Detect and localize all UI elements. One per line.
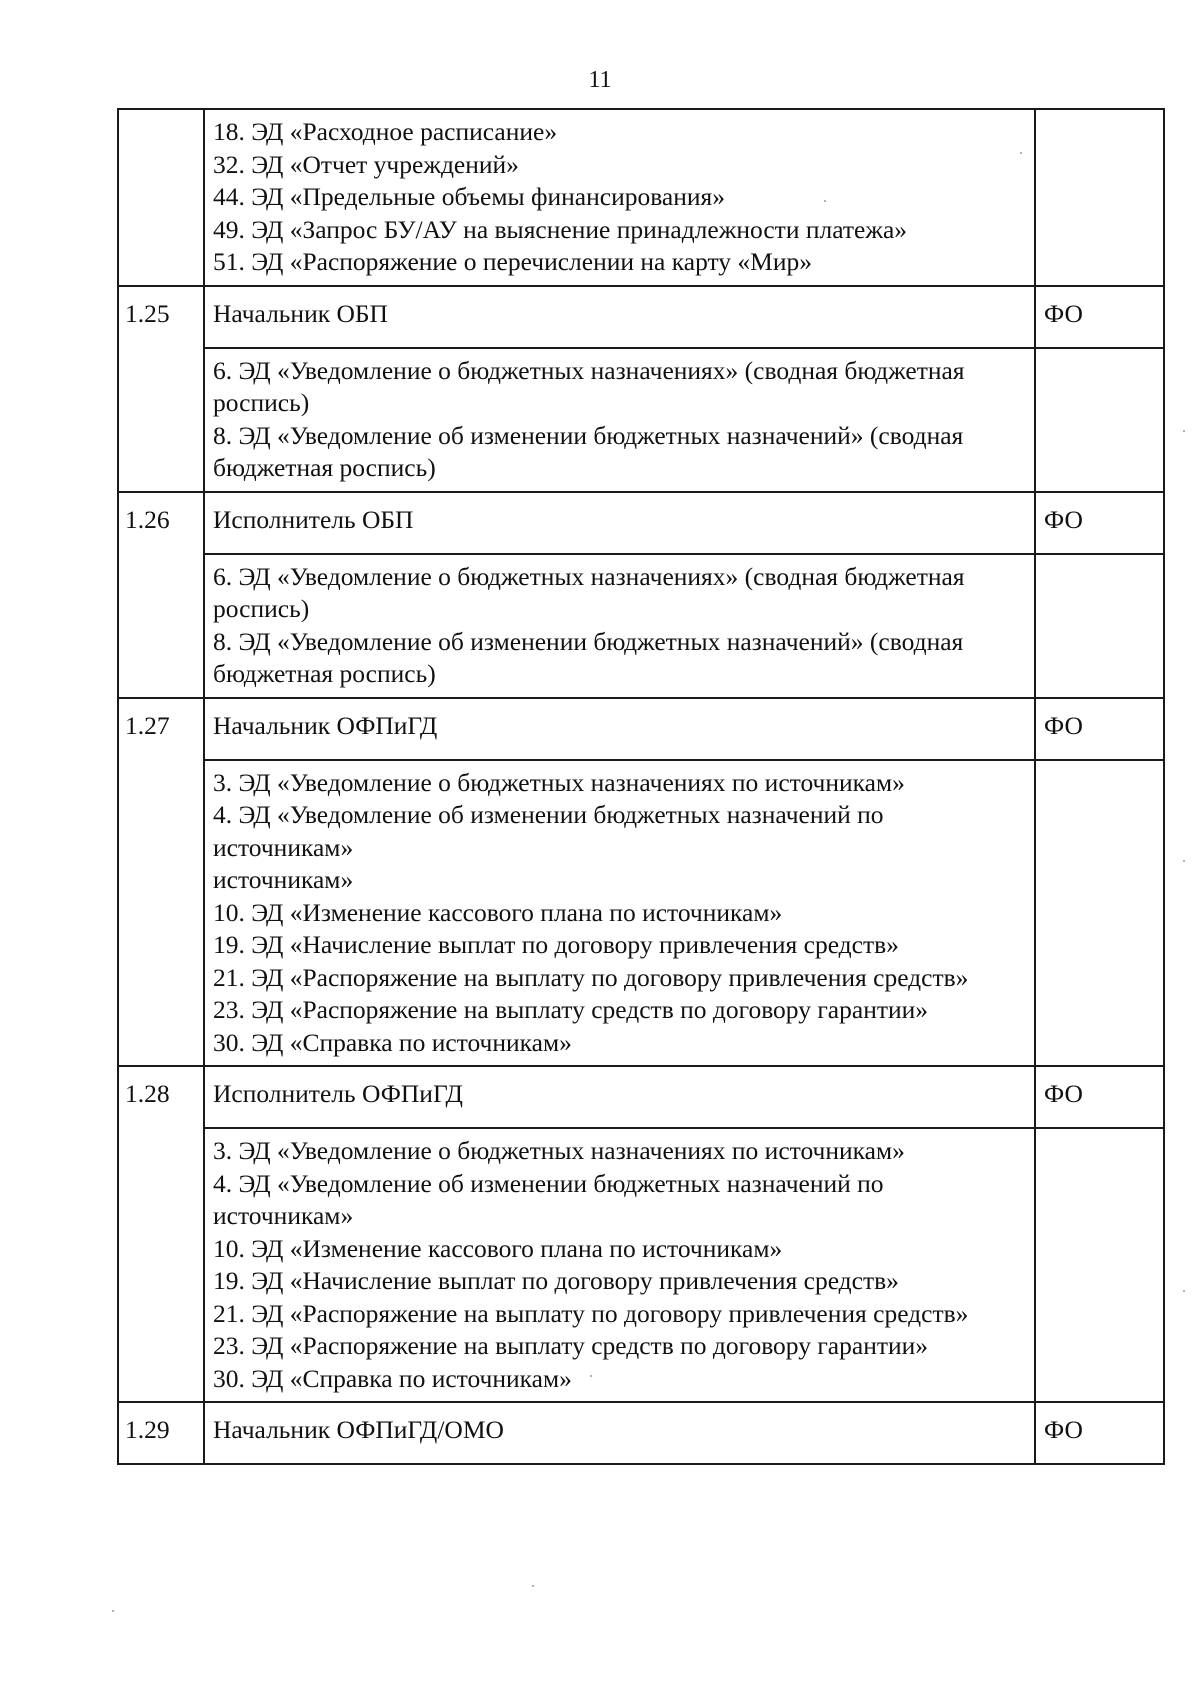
document-list-cell (204, 554, 1035, 698)
code-cell: ФО (1035, 698, 1164, 760)
document-list-cell (204, 348, 1035, 492)
code-cell: ФО (1035, 492, 1164, 554)
document-line: 3. ЭД «Уведомление о бюджетных назначениях по источникам» (213, 1136, 905, 1165)
roles-documents-table (117, 108, 1165, 1465)
document-line: 8. ЭД «Уведомление об изменении бюджетных назначений» (сводная бюджетная роспись) (213, 420, 970, 482)
document-list-cell (204, 109, 1035, 286)
document-list-cell (204, 760, 1035, 1067)
document-line: источникам» (213, 865, 354, 894)
code-cell (1035, 1128, 1164, 1402)
document-line: 6. ЭД «Уведомление о бюджетных назначениях» (сводная бюджетная роспись) (213, 355, 971, 417)
document-line: 51. ЭД «Распоряжение о перечислении на карту «Мир» (213, 247, 812, 276)
code-cell (1035, 348, 1164, 492)
role-title-cell: Начальник ОФПиГД/ОМО (204, 1402, 1035, 1464)
document-line: 19. ЭД «Начисление выплат по договору привлечения средств» (213, 930, 899, 959)
code-cell: ФО (1035, 1066, 1164, 1128)
code-cell (1035, 109, 1164, 286)
code-cell (1035, 554, 1164, 698)
code-cell: ФО (1035, 286, 1164, 348)
row-number-cell: 1.27 (118, 698, 204, 760)
row-number-cell (118, 109, 204, 286)
document-line: 23. ЭД «Распоряжение на выплату средств по договору гарантии» (213, 1331, 929, 1360)
role-title-cell: Исполнитель ОБП (204, 492, 1035, 554)
document-line: 19. ЭД «Начисление выплат по договору привлечения средств» (213, 1266, 899, 1295)
table-body (118, 109, 1164, 1464)
continued-row (118, 109, 1164, 286)
role-row (118, 1402, 1164, 1464)
document-line: 6. ЭД «Уведомление о бюджетных назначениях» (сводная бюджетная роспись) (213, 561, 971, 623)
row-number-cell (118, 348, 204, 492)
code-cell: ФО (1035, 1402, 1164, 1464)
document-line: 18. ЭД «Расходное расписание» (213, 117, 558, 146)
document-line: 21. ЭД «Распоряжение на выплату по договору привлечения средств» (213, 1298, 969, 1328)
row-number-cell: 1.28 (118, 1066, 204, 1128)
role-title-cell: Начальник ОБП (204, 286, 1035, 348)
row-number-cell (118, 760, 204, 1067)
document-line: 10. ЭД «Изменение кассового плана по источникам» (213, 897, 783, 927)
document-row (118, 760, 1164, 1067)
role-title-cell: Исполнитель ОФПиГД (204, 1066, 1035, 1128)
document-line: 49. ЭД «Запрос БУ/АУ на выяснение принадлежности платежа» (213, 214, 908, 244)
code-cell (1035, 760, 1164, 1067)
row-number-cell: 1.25 (118, 286, 204, 348)
role-row (118, 698, 1164, 760)
document-line: 4. ЭД «Уведомление об изменении бюджетных назначений по источникам» (213, 800, 890, 862)
row-number-cell (118, 1128, 204, 1402)
document-line: 23. ЭД «Распоряжение на выплату средств по договору гарантии» (213, 995, 929, 1024)
document-list-cell (204, 1128, 1035, 1402)
document-line: 10. ЭД «Изменение кассового плана по источникам» (213, 1233, 783, 1263)
document-line: 30. ЭД «Справка по источникам» (213, 1027, 572, 1057)
document-line: 4. ЭД «Уведомление об изменении бюджетных назначений по источникам» (213, 1168, 890, 1230)
row-number-cell: 1.29 (118, 1402, 204, 1464)
document-row (118, 348, 1164, 492)
role-row (118, 286, 1164, 348)
document-row (118, 554, 1164, 698)
page-number: 11 (588, 67, 612, 93)
document-line: 8. ЭД «Уведомление об изменении бюджетных назначений» (сводная бюджетная роспись) (213, 626, 970, 688)
row-number-cell (118, 554, 204, 698)
document-line: 30. ЭД «Справка по источникам» (213, 1363, 572, 1393)
document-line: 3. ЭД «Уведомление о бюджетных назначениях по источникам» (213, 767, 905, 797)
role-title-cell: Начальник ОФПиГД (204, 698, 1035, 760)
document-line: 44. ЭД «Предельные объемы финансирования» (213, 182, 726, 211)
document-line: 21. ЭД «Распоряжение на выплату по договору привлечения средств» (213, 962, 969, 992)
role-row (118, 492, 1164, 554)
document-line: 32. ЭД «Отчет учреждений» (213, 149, 519, 179)
row-number-cell: 1.26 (118, 492, 204, 554)
role-row (118, 1066, 1164, 1128)
document-row (118, 1128, 1164, 1402)
